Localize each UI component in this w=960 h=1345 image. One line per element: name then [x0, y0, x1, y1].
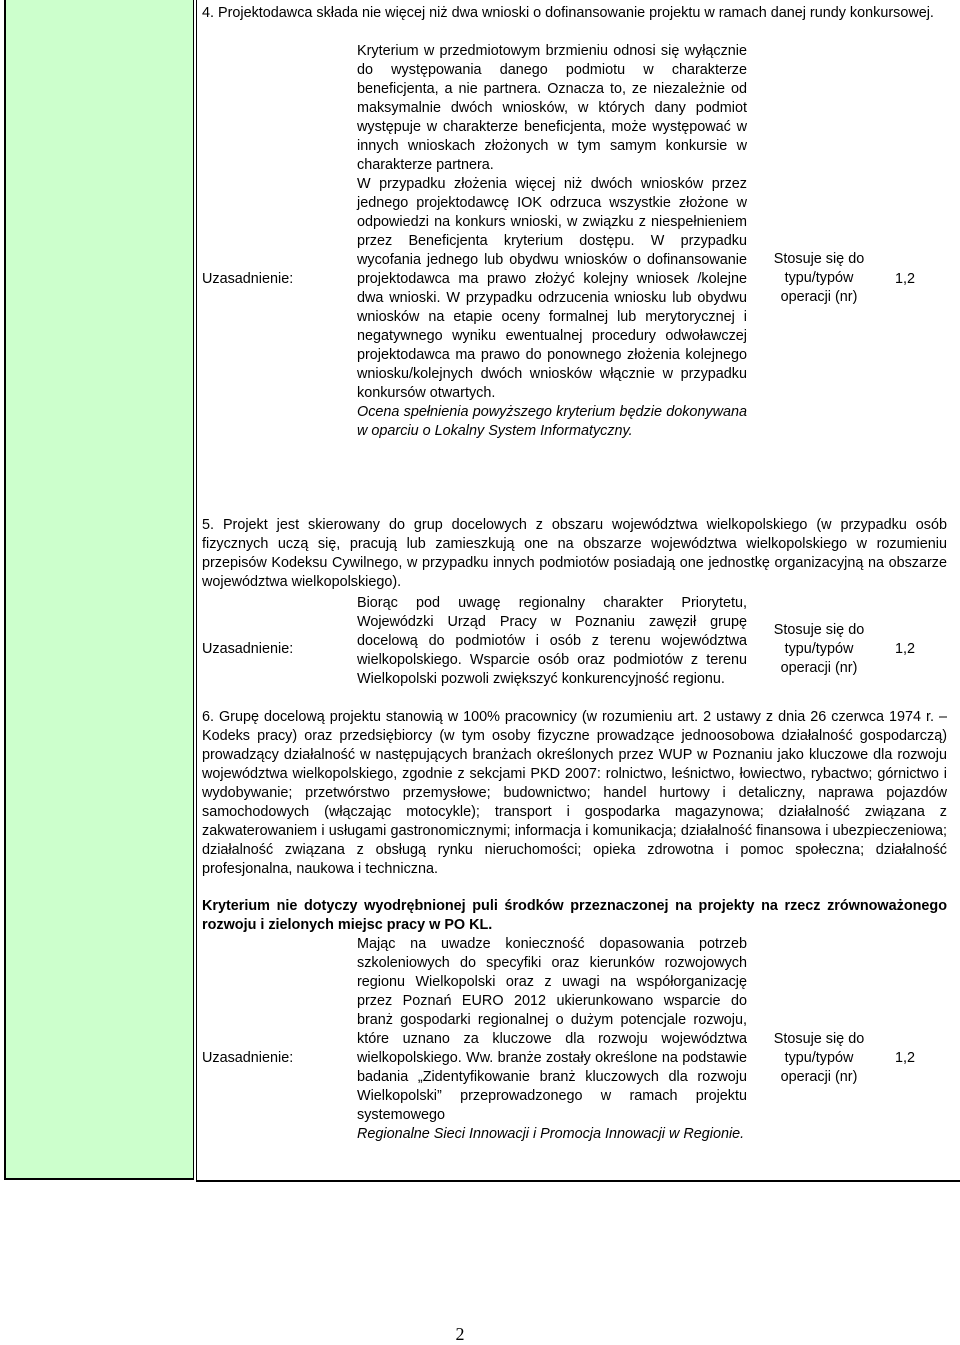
criterion-5-nr: 1,2 [894, 641, 915, 657]
criterion-5-justification [357, 594, 747, 689]
criterion-4-justification-text-1: Kryterium w przedmiotowym brzmieniu odnosi się wyłącznie do występowania danego podmiotu w charakterze beneficjenta, a nie partnera. Oznacza to, ze niezależnie od maksymalnie dwóch wniosków, w których dany podmiot występuje w charakterze beneficjenta, może występować w innych wnioskach złożonych w tym samym konkursie w charakterze partnera. [357, 43, 747, 173]
criterion-5-label: Uzasadnienie: [202, 641, 294, 657]
criterion-5-title: 5. Projekt jest skierowany do grup docelowych z obszaru województwa wielkopolskiego (w przypadku osób fizycznych uczą się, pracują lub zamieszkują one na obszarze województwa wielkopolskiego w rozumieniu przepisów Kodeksu Cywilnego, w przypadku innych podmiotów posiadają one jednostkę organizacyjną na obszarze województwa wielkopolskiego). [202, 517, 947, 590]
criterion-6-justification-italic: Regionalne Sieci Innowacji i Promocja Innowacji w Regionie. [357, 1126, 745, 1142]
criterion-4-nr: 1,2 [894, 271, 915, 287]
criterion-6-justification [357, 935, 747, 1144]
criterion-6-note: Kryterium nie dotyczy wyodrębnionej puli środków przeznaczonej na projekty na rzecz zrównoważonego rozwoju i zielonych miejsc pracy w PO KL. [202, 898, 947, 933]
criterion-4-justification [357, 42, 747, 441]
criterion-4-title: 4. Projektodawca składa nie więcej niż dwa wnioski o dofinansowanie projektu w ramach danej rundy konkursowej. [202, 5, 934, 21]
criterion-6-label: Uzasadnienie: [202, 1050, 294, 1066]
criterion-6-nr: 1,2 [894, 1050, 915, 1066]
criterion-5-applies: Stosuje się do typu/typów operacji (nr) [773, 622, 865, 676]
left-column [4, 0, 194, 1180]
page-number: 2 [455, 1324, 465, 1344]
criterion-5-justification-text: Biorąc pod uwagę regionalny charakter Priorytetu, Wojewódzki Urząd Pracy w Poznaniu zawęził grupę docelową do podmiotów i osób z terenu województwa wielkopolskiego. Wsparcie osób oraz podmiotów z terenu Wielkopolski pozwoli zwiększyć konkurencyjność regionu. [357, 595, 747, 687]
criterion-4-justification-italic: Ocena spełnienia powyższego kryterium będzie dokonywana w oparciu o Lokalny System Informatyczny. [357, 404, 747, 439]
criterion-4-justification-text-2: W przypadku złożenia więcej niż dwóch wniosków przez jednego projektodawcę IOK odrzuca wszystkie złożone w odpowiedzi na konkurs wnioski, w związku z niespełnieniem przez Beneficjenta kryterium dostępu. W przypadku wycofania jednego lub obydwu wniosków o dofinansowanie projektodawca ma prawo złożyć kolejny wniosek /kolejne dwa wnioski. W przypadku odrzucenia wniosku lub obydwu wniosków na etapie oceny formalnej lub merytorycznej i negatywnego wyniku ewentualnej procedury odwoławczej projektodawca ma prawo do ponownego złożenia kolejnego wniosku/kolejnych dwóch wniosków włącznie w przypadku konkursów otwartych. [357, 176, 747, 401]
criterion-6-title: 6. Grupę docelową projektu stanowią w 100% pracownicy (w rozumieniu art. 2 ustawy z dnia 26 czerwca 1974 r. – Kodeks pracy) oraz przedsiębiorcy (w tym osoby fizyczne prowadzące jednoosobowa działalność gospodarczą) prowadzący działalność w następujących branżach określonych przez WUP w Poznaniu jako kluczowe dla rozwoju województwa wielkopolskiego, zgodnie z sekcjami PKD 2007: rolnictwo, leśnictwo, łowiectwo, rybactwo; górnictwo i wydobywanie; przetwórstwo przemysłowe; budownictwo; handel hurtowy i detaliczny, naprawa pojazdów samochodowych (włączając motocykle); transport i gospodarka magazynowa; działalność związana z zakwaterowaniem i usługami gastronomicznymi; informacja i komunikacja; działalność finansowa i ubezpieczeniowa; działalność związana z obsługą rynku nieruchomości; opieka zdrowotna i pomoc społeczna; działalność profesjonalna, naukowa i techniczna. [202, 709, 947, 877]
criterion-6-applies: Stosuje się do typu/typów operacji (nr) [773, 1031, 865, 1085]
criterion-4-label: Uzasadnienie: [202, 271, 294, 287]
criterion-4-applies: Stosuje się do typu/typów operacji (nr) [773, 251, 865, 305]
criterion-6-justification-text: Mając na uwadze konieczność dopasowania potrzeb szkoleniowych do specyfiki oraz kierunków rozwojowych regionu Wielkopolski oraz z uwagi na współorganizację przez Poznań EURO 2012 ukierunkowano wsparcie do branż gospodarki regionalnej o dużym potencjale rozwoju, które uznano za kluczowe dla rozwoju województwa wielkopolskiego. Ww. branże zostały określone na podstawie badania „Zidentyfikowanie branż kluczowych dla rozwoju Wielkopolski” przeprowadzonego w ramach projektu systemowego [357, 936, 747, 1123]
